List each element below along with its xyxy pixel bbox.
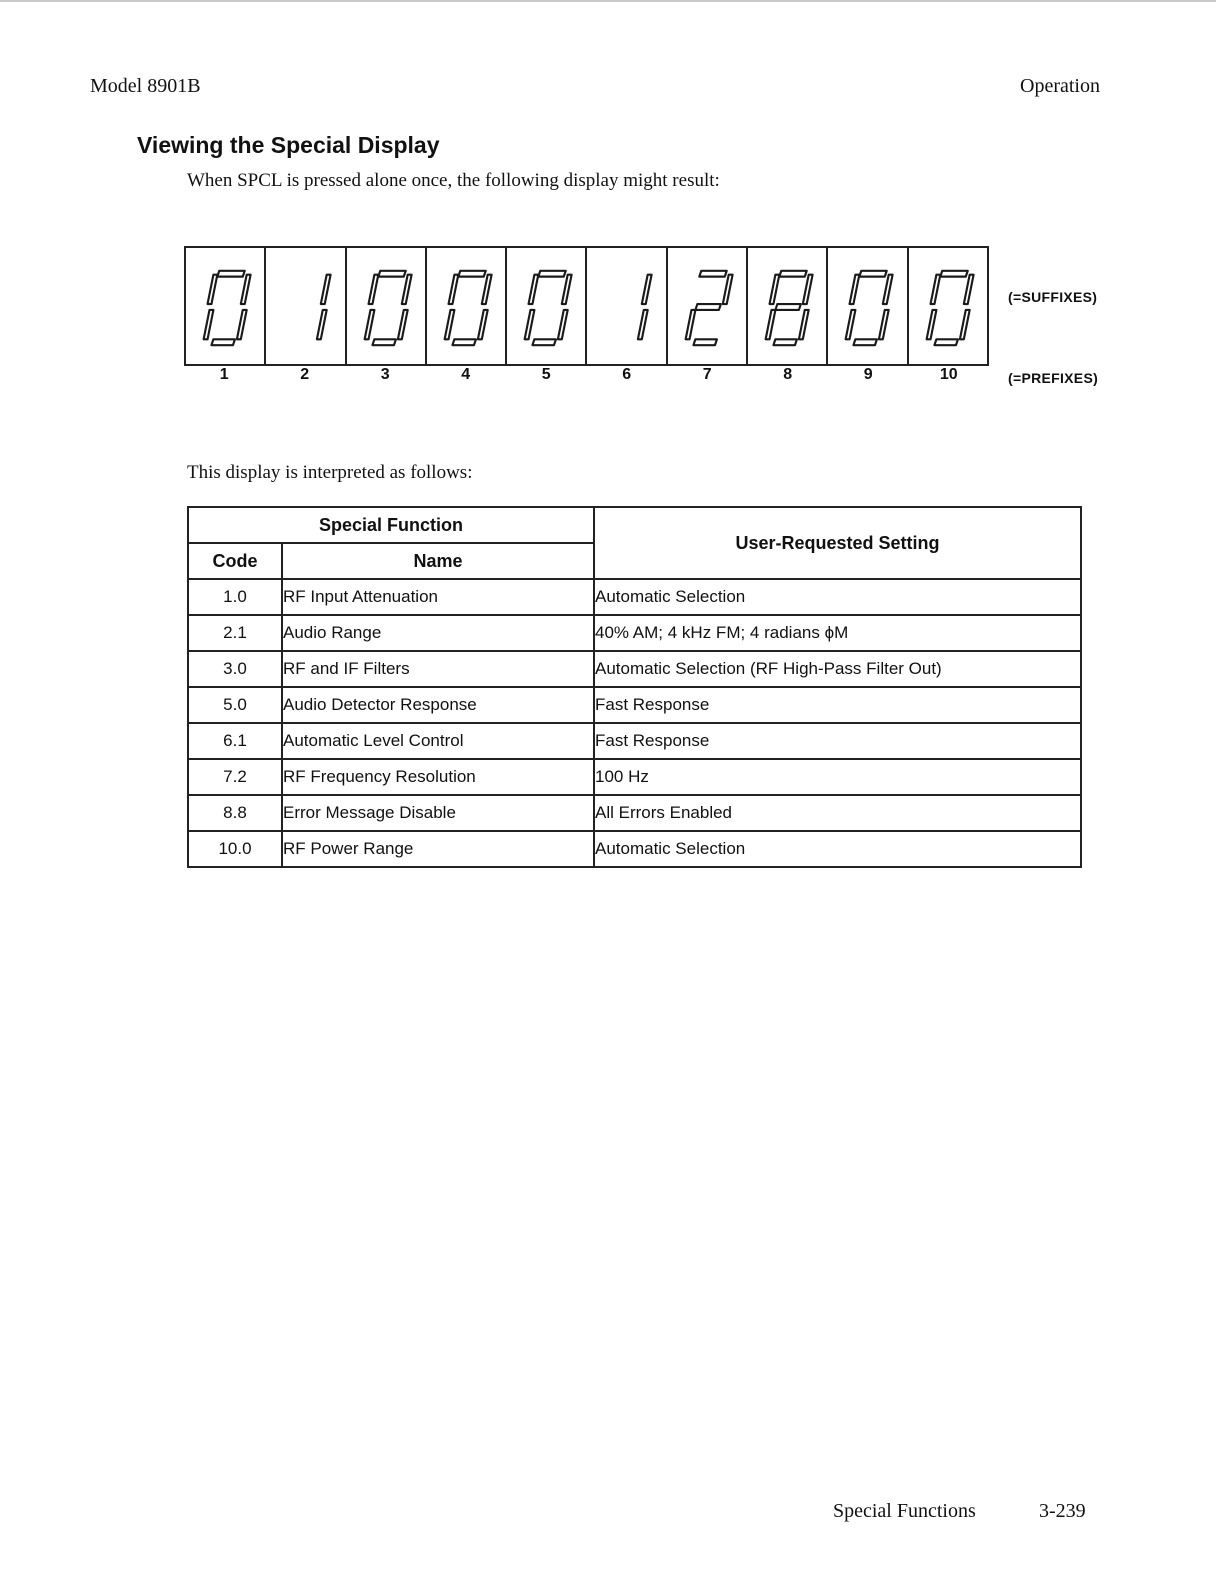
segment-a: [378, 271, 405, 277]
segment-e: [926, 310, 936, 339]
segment-b: [482, 275, 492, 304]
segment-f: [770, 275, 780, 304]
display-digit-10: [909, 248, 987, 364]
segment-b: [642, 275, 652, 304]
section-title: Viewing the Special Display: [137, 132, 440, 158]
suffix-label: (=SUFFIXES): [1008, 289, 1098, 305]
segment-c: [558, 310, 568, 339]
table-row: [188, 759, 1081, 795]
digit-position-label: 1: [219, 366, 229, 383]
name-cell: Audio Detector Response: [282, 687, 594, 723]
segment-b: [723, 275, 733, 304]
digit-position-label: 7: [702, 366, 712, 383]
segment-e: [525, 310, 535, 339]
display-digit-8: [748, 248, 828, 364]
setting-cell: Automatic Selection: [594, 579, 1081, 615]
segment-b: [321, 275, 331, 304]
segment-f: [208, 275, 218, 304]
setting-cell: Fast Response: [594, 687, 1081, 723]
segment-b: [241, 275, 251, 304]
table-row: [188, 615, 1081, 651]
segment-c: [397, 310, 407, 339]
segment-b: [401, 275, 411, 304]
segment-g: [695, 304, 720, 310]
name-cell: RF Input Attenuation: [282, 579, 594, 615]
digit-position-label: 4: [461, 366, 471, 383]
display-digit-6: [587, 248, 667, 364]
segment-e: [685, 310, 695, 339]
segment-c: [879, 310, 889, 339]
segment-c: [478, 310, 488, 339]
display-digit-7: [668, 248, 748, 364]
code-cell: 7.2: [188, 759, 282, 795]
special-function-table: [187, 506, 1082, 868]
segment-e: [846, 310, 856, 339]
footer-page-number: 3-239: [1039, 1500, 1086, 1522]
display-digit-1: [186, 248, 266, 364]
table-row: [188, 831, 1081, 867]
digit-position-label: 2: [300, 366, 310, 383]
table-row: [188, 651, 1081, 687]
segment-a: [699, 271, 726, 277]
segment-d: [452, 339, 475, 345]
header-section: Operation: [1020, 75, 1100, 97]
display-digit-4: [427, 248, 507, 364]
segment-a: [458, 271, 485, 277]
name-cell: Audio Range: [282, 615, 594, 651]
page-top-rule: [0, 0, 1216, 2]
segment-a: [779, 271, 806, 277]
segment-b: [803, 275, 813, 304]
segment-e: [204, 310, 214, 339]
table-row: [188, 723, 1081, 759]
display-digit-5: [507, 248, 587, 364]
name-cell: Automatic Level Control: [282, 723, 594, 759]
segment-d: [372, 339, 395, 345]
segment-c: [638, 310, 648, 339]
display-digit-9: [828, 248, 908, 364]
code-cell: 1.0: [188, 579, 282, 615]
code-cell: 6.1: [188, 723, 282, 759]
segment-b: [883, 275, 893, 304]
intro-text: When SPCL is pressed alone once, the following display might result:: [187, 170, 720, 191]
segment-f: [850, 275, 860, 304]
prefix-label: (=PREFIXES): [1008, 370, 1099, 386]
code-cell: 10.0: [188, 831, 282, 867]
digit-position-labels: [184, 366, 989, 384]
setting-header: User-Requested Setting: [594, 507, 1081, 579]
digit-position-label: 6: [622, 366, 632, 383]
segment-c: [960, 310, 970, 339]
digit-position-label: 5: [541, 366, 551, 383]
code-cell: 5.0: [188, 687, 282, 723]
segment-b: [963, 275, 973, 304]
segment-f: [930, 275, 940, 304]
segment-a: [940, 271, 967, 277]
name-cell: RF Power Range: [282, 831, 594, 867]
digit-position-label: 10: [939, 366, 958, 383]
code-cell: 8.8: [188, 795, 282, 831]
segment-f: [529, 275, 539, 304]
segment-d: [211, 339, 234, 345]
interpretation-text: This display is interpreted as follows:: [187, 462, 473, 483]
name-header: Name: [282, 543, 594, 579]
segment-d: [693, 339, 716, 345]
code-cell: 3.0: [188, 651, 282, 687]
segment-e: [364, 310, 374, 339]
setting-cell: Fast Response: [594, 723, 1081, 759]
segment-b: [562, 275, 572, 304]
segment-d: [854, 339, 877, 345]
segment-c: [317, 310, 327, 339]
segment-a: [217, 271, 244, 277]
setting-cell: 100 Hz: [594, 759, 1081, 795]
header-model: Model 8901B: [90, 75, 201, 97]
table-row: [188, 795, 1081, 831]
setting-cell: Automatic Selection (RF High-Pass Filter Out): [594, 651, 1081, 687]
segment-d: [774, 339, 797, 345]
digit-position-label: 9: [863, 366, 873, 383]
table-row: [188, 687, 1081, 723]
display-digit-3: [347, 248, 427, 364]
segment-e: [766, 310, 776, 339]
code-header: Code: [188, 543, 282, 579]
segment-f: [368, 275, 378, 304]
seven-segment-display: [184, 246, 989, 366]
segment-d: [533, 339, 556, 345]
setting-cell: All Errors Enabled: [594, 795, 1081, 831]
segment-f: [448, 275, 458, 304]
special-function-header: Special Function: [188, 507, 594, 543]
segment-d: [934, 339, 957, 345]
display-digit-2: [266, 248, 346, 364]
digit-position-label: 8: [783, 366, 793, 383]
segment-e: [445, 310, 455, 339]
code-cell: 2.1: [188, 615, 282, 651]
segment-g: [775, 304, 800, 310]
segment-a: [860, 271, 887, 277]
name-cell: Error Message Disable: [282, 795, 594, 831]
segment-a: [539, 271, 566, 277]
digit-position-label: 3: [380, 366, 390, 383]
segment-c: [237, 310, 247, 339]
segment-c: [799, 310, 809, 339]
footer-section: Special Functions: [833, 1500, 976, 1522]
name-cell: RF and IF Filters: [282, 651, 594, 687]
name-cell: RF Frequency Resolution: [282, 759, 594, 795]
setting-cell: 40% AM; 4 kHz FM; 4 radians ϕM: [594, 615, 1081, 651]
table-row: [188, 579, 1081, 615]
setting-cell: Automatic Selection: [594, 831, 1081, 867]
